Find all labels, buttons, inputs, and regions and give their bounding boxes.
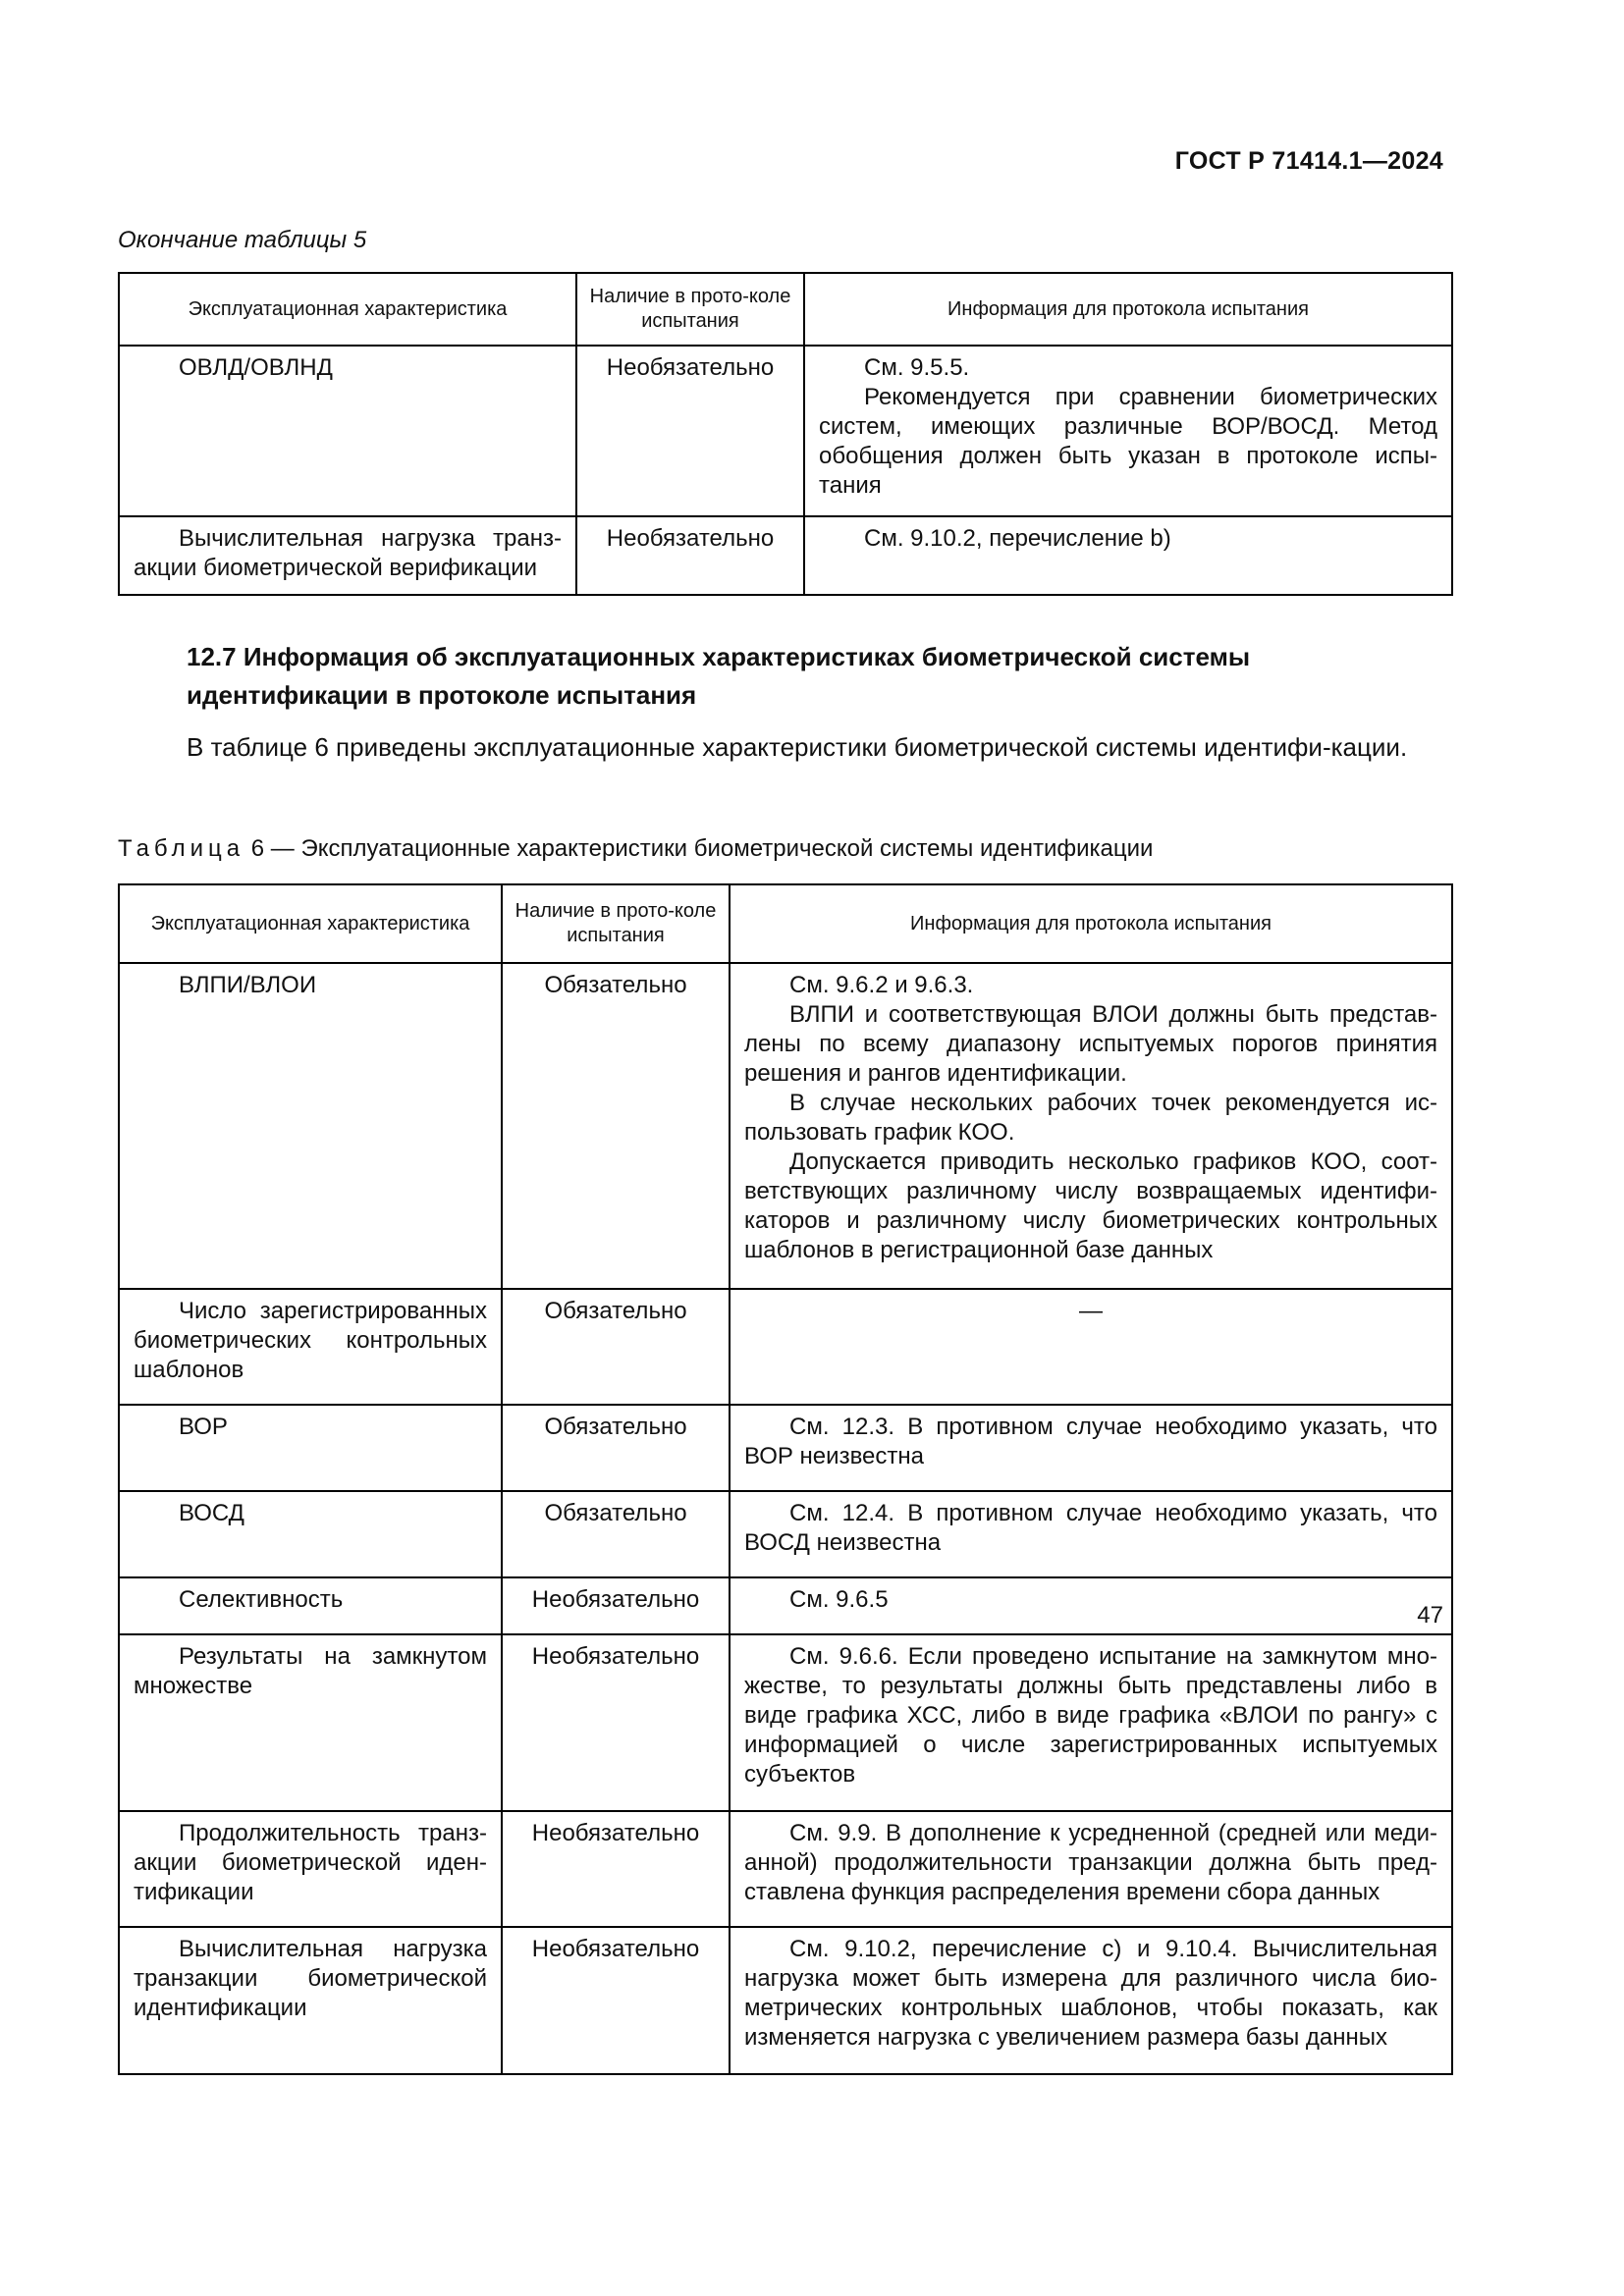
presence-cell: Необязательно bbox=[502, 1927, 730, 2074]
table-row bbox=[119, 1634, 1452, 1811]
table-row bbox=[119, 1491, 1452, 1577]
info-text: См. 12.3. В противном случае необходимо указать, что ВОР неизвестна bbox=[744, 1414, 1437, 1469]
column-header: Эксплуатационная характеристика bbox=[119, 273, 576, 346]
info-text: Рекомендуется при сравнении биометрических систем, имеющих различные ВОР/ВОСД. Метод обобщения должен быть указан в протоколе испы-тания bbox=[819, 384, 1437, 499]
presence-cell: Обязательно bbox=[502, 1491, 730, 1577]
characteristic-cell: ВЛПИ/ВЛОИ bbox=[119, 963, 502, 1289]
section-heading: 12.7 Информация об эксплуатационных характеристиках биометрической системы идентификации в протоколе испытания bbox=[187, 642, 1251, 710]
column-header: Наличие в прото-коле испытания bbox=[502, 884, 730, 963]
presence-cell: Необязательно bbox=[502, 1811, 730, 1927]
characteristic-cell: Продолжительность транз-акции биометрической иден-тификации bbox=[119, 1811, 502, 1927]
info-cell bbox=[804, 346, 1452, 516]
document-number: ГОСТ Р 71414.1—2024 bbox=[1174, 147, 1443, 175]
info-cell bbox=[730, 1491, 1452, 1577]
info-text: В случае нескольких рабочих точек рекомендуется ис-пользовать график КОО. bbox=[744, 1090, 1437, 1146]
table-row bbox=[119, 1405, 1452, 1491]
table-row bbox=[119, 1811, 1452, 1927]
dash-placeholder: — bbox=[1079, 1298, 1103, 1324]
info-cell bbox=[804, 516, 1452, 595]
info-text: См. 9.6.2 и 9.6.3. bbox=[789, 972, 974, 998]
table-caption bbox=[118, 835, 1153, 863]
table-6 bbox=[118, 883, 1453, 2075]
presence-cell: Обязательно bbox=[502, 963, 730, 1289]
table-row bbox=[119, 963, 1452, 1289]
table-caption-prefix: Таблица bbox=[118, 835, 245, 862]
info-cell bbox=[730, 1634, 1452, 1811]
characteristic-cell: ВОСД bbox=[119, 1491, 502, 1577]
characteristic-cell: ВОР bbox=[119, 1405, 502, 1491]
presence-cell: Обязательно bbox=[502, 1405, 730, 1491]
table-5 bbox=[118, 272, 1453, 596]
column-header: Информация для протокола испытания bbox=[804, 273, 1452, 346]
page-number: 47 bbox=[1417, 1602, 1443, 1629]
info-text: См. 9.5.5. bbox=[864, 354, 970, 381]
info-text: См. 9.6.5 bbox=[789, 1586, 889, 1613]
characteristic-cell: Селективность bbox=[119, 1577, 502, 1634]
info-text: См. 9.10.2, перечисление b) bbox=[864, 525, 1171, 552]
info-cell bbox=[730, 1927, 1452, 2074]
characteristic-cell: Результаты на замкнутом множестве bbox=[119, 1634, 502, 1811]
info-cell bbox=[730, 1577, 1452, 1634]
table-row bbox=[119, 516, 1452, 595]
presence-cell: Необязательно bbox=[502, 1577, 730, 1634]
info-text: См. 9.10.2, перечисление с) и 9.10.4. Вычислительная нагрузка может быть измерена для различного числа био-метрических контрольных шаблонов, чтобы показать, как изменяется нагрузка с увеличением размера базы данных bbox=[744, 1936, 1437, 2051]
info-cell bbox=[730, 1405, 1452, 1491]
characteristic-cell: ОВЛД/ОВЛНД bbox=[119, 346, 576, 516]
info-text: Допускается приводить несколько графиков КОО, соот-ветствующих различному числу возвращаемых идентифи-каторов и различному числу биометрических контрольных шаблонов в регистрационной базе данных bbox=[744, 1148, 1437, 1263]
info-text: См. 9.6.6. Если проведено испытание на замкнутом мно-жестве, то результаты должны быть представлены либо в виде графика ХСС, либо в виде графика «ВЛОИ по рангу» с информацией о числе зарегистрированных испытуемых субъектов bbox=[744, 1643, 1437, 1788]
characteristic-cell: Вычислительная нагрузка транз-акции биометрической верификации bbox=[119, 516, 576, 595]
column-header: Эксплуатационная характеристика bbox=[119, 884, 502, 963]
info-text: См. 9.9. В дополнение к усредненной (средней или меди-анной) продолжительности транзакции должна быть пред-ставлена функция распределения времени сбора данных bbox=[744, 1820, 1437, 1905]
column-header: Информация для протокола испытания bbox=[730, 884, 1452, 963]
table-header-row bbox=[119, 273, 1452, 346]
presence-cell: Необязательно bbox=[502, 1634, 730, 1811]
info-cell bbox=[730, 1811, 1452, 1927]
table-header-row bbox=[119, 884, 1452, 963]
body-paragraph: В таблице 6 приведены эксплуатационные характеристики биометрической системы идентифи-кации. bbox=[187, 732, 1408, 762]
table-row bbox=[119, 1289, 1452, 1405]
table-continuation-label: Окончание таблицы 5 bbox=[118, 227, 367, 253]
presence-cell: Обязательно bbox=[502, 1289, 730, 1405]
characteristic-cell: Вычислительная нагрузка транзакции биометрической идентификации bbox=[119, 1927, 502, 2074]
column-header: Наличие в прото-коле испытания bbox=[576, 273, 804, 346]
info-cell bbox=[730, 1289, 1452, 1405]
presence-cell: Необязательно bbox=[576, 516, 804, 595]
info-text: См. 12.4. В противном случае необходимо указать, что ВОСД неизвестна bbox=[744, 1500, 1437, 1556]
info-text: ВЛПИ и соответствующая ВЛОИ должны быть представ-лены по всему диапазону испытуемых порогов принятия решения и рангов идентификации. bbox=[744, 1001, 1437, 1087]
table-row bbox=[119, 1927, 1452, 2074]
table-row bbox=[119, 346, 1452, 516]
characteristic-cell: Число зарегистрированных биометрических контрольных шаблонов bbox=[119, 1289, 502, 1405]
table-caption-text: 6 — Эксплуатационные характеристики биометрической системы идентификации bbox=[244, 835, 1154, 862]
info-cell bbox=[730, 963, 1452, 1289]
table-row bbox=[119, 1577, 1452, 1634]
presence-cell: Необязательно bbox=[576, 346, 804, 516]
